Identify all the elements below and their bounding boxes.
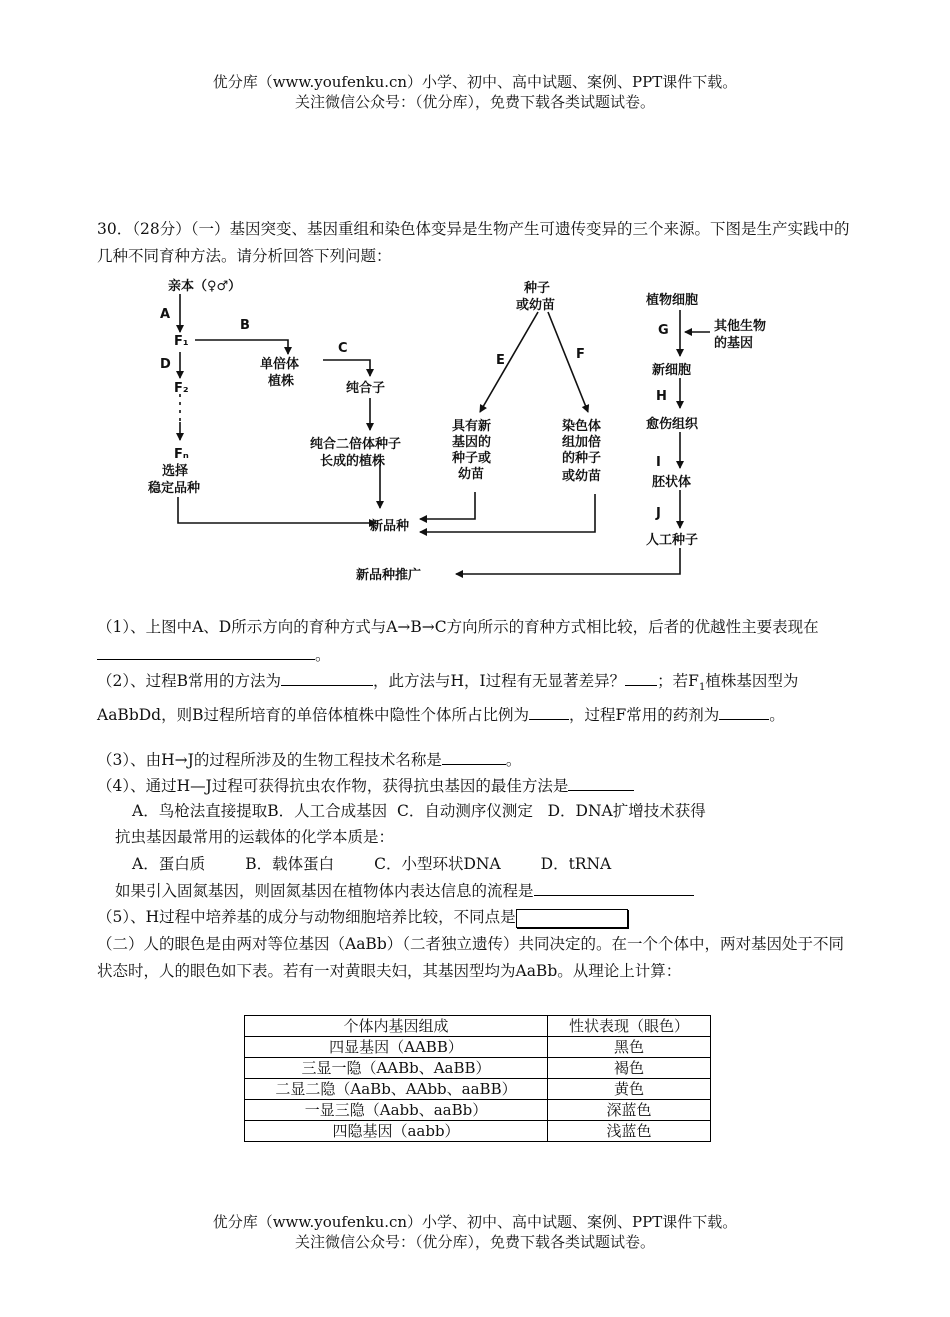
breeding-diagram xyxy=(140,272,767,588)
label-mut-3: 种子或 xyxy=(452,451,492,466)
table-cell-color: 黄色 xyxy=(548,1079,711,1100)
q4-opt2-B[interactable]: B．载体蛋白 xyxy=(245,855,335,873)
table-cell-color: 深蓝色 xyxy=(548,1100,711,1121)
label-poly-4: 或幼苗 xyxy=(562,469,602,484)
label-poly-1: 染色体 xyxy=(562,419,602,434)
label-A: A xyxy=(160,307,171,322)
table-row xyxy=(245,1121,711,1142)
label-new-variety: 新品种 xyxy=(370,519,410,534)
q4-nitrogen-text: 如果引入固氮基因，则固氮基因在植物体内表达信息的流程是 xyxy=(115,882,534,900)
part-2-intro: （二）人的眼色是由两对等位基因（AaBb）（二者独立遗传）共同决定的。在一个个体中，两对基因处于不同状态时，人的眼色如下表。若有一对黄眼夫妇，其基因型均为AaBb。从理论上计算： xyxy=(97,935,845,980)
label-C: C xyxy=(338,341,348,356)
q4-nitrogen-blank[interactable] xyxy=(534,877,694,896)
table-cell-genotype: 一显三隐（Aabb、aaBb） xyxy=(245,1100,548,1121)
q2-blank-difference[interactable] xyxy=(625,667,657,686)
arrow-mut-to-new xyxy=(420,492,475,519)
question-2 xyxy=(97,667,857,729)
label-F1: F₁ xyxy=(174,334,189,349)
q1-end: 。 xyxy=(315,646,331,664)
label-art-seed: 人工种子 xyxy=(646,533,699,548)
header-line-2: 关注微信公众号：（优分库），免费下载各类试题试卷。 xyxy=(294,93,655,111)
label-haploid-1: 单倍体 xyxy=(260,357,300,372)
label-plant-cell: 植物细胞 xyxy=(646,293,699,308)
q1-text: （1）、上图中A、D所示方向的育种方式与A→B→C方向所示的育种方式相比较，后者的优越性主要表现在 xyxy=(97,618,819,636)
label-select-1: 选择 xyxy=(162,464,189,479)
label-H: H xyxy=(656,389,667,404)
q2-text-c: ；若F xyxy=(657,672,699,690)
label-D: D xyxy=(160,357,171,372)
label-callus: 愈伤组织 xyxy=(646,417,699,432)
label-mut-2: 基因的 xyxy=(452,435,492,450)
q2-text-a: （2）、过程B常用的方法为 xyxy=(97,672,282,690)
q4-opt1-A[interactable]: A．鸟枪法直接提取 xyxy=(132,802,268,820)
label-other-1: 其他生物 xyxy=(714,319,767,334)
q3-blank[interactable] xyxy=(442,746,506,765)
label-seed-1: 种子 xyxy=(524,281,551,296)
label-pure-2: 长成的植株 xyxy=(320,454,386,469)
q4-opt2-C[interactable]: C．小型环状DNA xyxy=(374,855,501,873)
q4-blank[interactable] xyxy=(568,772,634,791)
label-G: G xyxy=(658,323,669,338)
label-parent: 亲本（♀♂） xyxy=(168,279,242,294)
q4-opt1-B[interactable]: B．人工合成基因 xyxy=(267,802,388,820)
label-homozygote: 纯合子 xyxy=(346,381,386,396)
table-header-genotype: 个体内基因组成 xyxy=(245,1016,548,1037)
table-header-row xyxy=(245,1016,711,1037)
q2-text-d: 植株基因型为AaBbDd，则B过程所培育的单倍体植株中隐性个体所占比例为 xyxy=(97,672,799,725)
label-new-cell: 新细胞 xyxy=(652,363,692,378)
footer-line-1: 优分库（www.youfenku.cn）小学、初中、高中试题、案例、PPT课件下载。 xyxy=(212,1213,738,1231)
label-Fn: Fₙ xyxy=(174,447,189,462)
label-mut-1: 具有新 xyxy=(452,419,492,434)
q3-text: （3）、由H→J的过程所涉及的生物工程技术名称是 xyxy=(97,751,442,769)
q4-opt1-D[interactable]: D．DNA扩增技术获得 xyxy=(547,802,706,820)
arrow-C xyxy=(323,360,370,376)
q2-subscript: 1 xyxy=(698,682,706,694)
question-1 xyxy=(97,614,857,669)
arrow-artseed-to-promote xyxy=(456,548,680,574)
table-row xyxy=(245,1079,711,1100)
q4-vector-question: 抗虫基因最常用的运载体的化学本质是： xyxy=(115,828,395,846)
q2-blank-ratio[interactable] xyxy=(529,701,569,720)
label-mut-4: 幼苗 xyxy=(458,467,485,482)
question-4 xyxy=(97,772,634,799)
arrow-poly-to-new xyxy=(420,494,595,532)
table-row xyxy=(245,1058,711,1079)
label-I: I xyxy=(656,455,661,470)
label-select-2: 稳定品种 xyxy=(148,481,201,496)
arrow-E xyxy=(480,312,538,412)
table-header-phenotype: 性状表现（眼色） xyxy=(548,1016,711,1037)
q4-text: （4）、通过H—J过程可获得抗虫农作物，获得抗虫基因的最佳方法是 xyxy=(97,777,569,795)
label-other-2: 的基因 xyxy=(714,336,754,351)
q4-opt2-D[interactable]: D．tRNA xyxy=(540,855,612,873)
q5-answer-box[interactable] xyxy=(516,909,628,928)
label-J: J xyxy=(656,506,661,521)
label-B: B xyxy=(240,318,250,333)
arrow-B xyxy=(195,340,288,354)
table-cell-genotype: 四显基因（AABB） xyxy=(245,1037,548,1058)
q2-text-e: ，过程F常用的药剂为 xyxy=(569,706,720,725)
table-cell-color: 浅蓝色 xyxy=(548,1121,711,1142)
q2-blank-method[interactable] xyxy=(281,667,373,686)
q4-options-2 xyxy=(132,851,611,877)
label-pure-1: 纯合二倍体种子 xyxy=(310,437,402,452)
q4-opt1-C[interactable]: C．自动测序仪测定 xyxy=(396,802,533,820)
footer-line-2: 关注微信公众号：（优分库），免费下载各类试题试卷。 xyxy=(294,1233,655,1251)
table-cell-genotype: 二显二隐（AaBb、AAbb、aaBB） xyxy=(245,1079,548,1100)
q2-text-b: ，此方法与H，I过程有无显著差异？ xyxy=(373,672,626,690)
table-cell-genotype: 三显一隐（AABb、AaBB） xyxy=(245,1058,548,1079)
label-F2: F₂ xyxy=(174,381,189,396)
table-cell-color: 褐色 xyxy=(548,1058,711,1079)
table-row xyxy=(245,1100,711,1121)
table-cell-genotype: 四隐基因（aabb） xyxy=(245,1121,548,1142)
q4-opt2-A[interactable]: A．蛋白质 xyxy=(132,855,206,873)
label-seed-2: 或幼苗 xyxy=(516,298,556,313)
label-embryoid: 胚状体 xyxy=(652,475,692,490)
q4-nitrogen-question xyxy=(115,877,694,904)
label-poly-2: 组加倍 xyxy=(562,435,602,450)
label-poly-3: 的种子 xyxy=(562,451,602,466)
label-haploid-2: 植株 xyxy=(268,374,295,389)
question-5 xyxy=(97,904,628,930)
question-intro: 30．（28分）（一）基因突变、基因重组和染色体变异是生物产生可遗传变异的三个来源。下图是生产实践中的几种不同育种方法。请分析回答下列问题： xyxy=(97,220,850,265)
q3-end: 。 xyxy=(505,751,522,769)
label-E: E xyxy=(496,353,505,368)
header-line-1: 优分库（www.youfenku.cn）小学、初中、高中试题、案例、PPT课件下载。 xyxy=(212,73,738,91)
q5-text: （5）、H过程中培养基的成分与动物细胞培养比较，不同点是 xyxy=(97,908,516,926)
label-F: F xyxy=(576,347,585,362)
table-cell-color: 黑色 xyxy=(548,1037,711,1058)
q2-text-f: 。 xyxy=(769,706,785,725)
table-row xyxy=(245,1037,711,1058)
q2-blank-reagent[interactable] xyxy=(719,701,769,720)
q1-blank[interactable] xyxy=(97,641,315,660)
arrow-F xyxy=(548,312,588,412)
question-3 xyxy=(97,746,521,773)
q4-options-1 xyxy=(132,798,706,824)
label-promote: 新品种推广 xyxy=(356,568,422,583)
arrow-select-to-new xyxy=(178,497,376,523)
eye-color-table xyxy=(244,1015,711,1142)
